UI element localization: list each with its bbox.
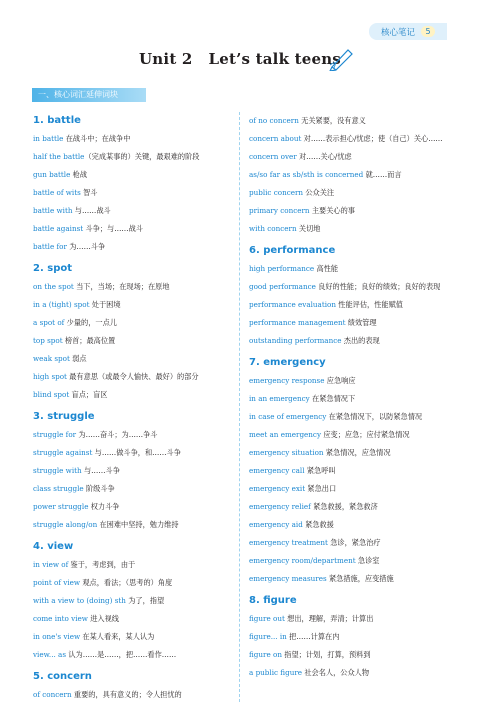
phrase-english: high spot — [33, 372, 67, 381]
phrase-entry — [249, 134, 449, 144]
phrase-english: figure... in — [249, 632, 287, 641]
phrase-entry — [249, 152, 449, 162]
phrase-english: high performance — [249, 264, 315, 273]
phrase-english: public concern — [249, 188, 304, 197]
phrase-chinese: 在困难中坚持，勉力维持 — [97, 520, 179, 529]
phrase-english: figure on — [249, 650, 282, 659]
phrase-chinese: 为了，指望 — [125, 596, 165, 605]
section-heading: 6. performance — [249, 245, 336, 256]
phrase-entry — [249, 376, 449, 386]
phrase-english: figure out — [249, 614, 285, 623]
phrase-entry — [249, 632, 449, 642]
phrase-entry — [249, 264, 449, 274]
phrase-entry — [249, 336, 449, 346]
phrase-english: battle of wits — [33, 188, 81, 197]
phrase-english: blind spot — [33, 390, 70, 399]
phrase-entry — [33, 372, 238, 382]
phrase-entry — [249, 556, 449, 566]
phrase-chinese: 最有意思（或最令人愉快、最好）的部分 — [66, 372, 199, 381]
phrase-chinese: 少量的，一点儿 — [64, 318, 117, 327]
phrase-entry — [33, 466, 238, 476]
phrase-english: battle with — [33, 206, 73, 215]
section-heading: 1. battle — [33, 115, 81, 126]
phrase-entry — [33, 650, 238, 660]
phrase-entry — [249, 484, 449, 494]
phrase-chinese: 无关紧要，没有意义 — [298, 116, 366, 125]
phrase-entry — [33, 354, 238, 364]
phrase-english: a public figure — [249, 668, 303, 677]
phrase-english: in view of — [33, 560, 69, 569]
phrase-entry — [249, 206, 449, 216]
phrase-chinese: 权力斗争 — [88, 502, 120, 511]
phrase-entry — [249, 224, 449, 234]
phrase-entry — [249, 520, 449, 530]
phrase-english: emergency exit — [249, 484, 306, 493]
page-title — [0, 50, 480, 68]
phrase-chinese: 当下，当场；在现场；在原地 — [73, 282, 170, 291]
phrase-entry — [249, 614, 449, 624]
phrase-entry — [249, 394, 449, 404]
phrase-english: concern over — [249, 152, 297, 161]
phrase-chinese: 为……斗争 — [66, 242, 106, 251]
phrase-english: struggle with — [33, 466, 82, 475]
phrase-chinese: 紧急出口 — [305, 484, 337, 493]
phrase-entry — [33, 596, 238, 606]
phrase-chinese: 重要的，具有意义的；令人担忧的 — [71, 690, 182, 699]
phrase-chinese: 处于困境 — [89, 300, 121, 309]
unit-number: Unit 2 — [139, 50, 193, 68]
phrase-english: emergency measures — [249, 574, 327, 583]
section-heading: 8. figure — [249, 595, 297, 606]
column-divider — [239, 112, 240, 702]
phrase-chinese: 紧急措施，应变措施 — [326, 574, 394, 583]
phrase-entry — [249, 448, 449, 458]
phrase-entry — [33, 170, 238, 180]
phrase-chinese: 在某人看来，某人认为 — [80, 632, 155, 641]
phrase-chinese: （完成某事的）关键，最艰难的阶段 — [84, 152, 200, 161]
phrase-chinese: 进入视线 — [87, 614, 119, 623]
phrase-chinese: 紧急呼叫 — [304, 466, 336, 475]
phrase-english: emergency response — [249, 376, 325, 385]
phrase-entry — [33, 318, 238, 328]
phrase-chinese: 与……战斗 — [72, 206, 111, 215]
page-number: 5 — [421, 26, 435, 37]
phrase-english: battle for — [33, 242, 67, 251]
phrase-entry — [33, 502, 238, 512]
phrase-entry — [249, 466, 449, 476]
phrase-english: in battle — [33, 134, 64, 143]
phrase-english: point of view — [33, 578, 81, 587]
phrase-entry — [33, 206, 238, 216]
phrase-entry — [249, 650, 449, 660]
phrase-english: class struggle — [33, 484, 84, 493]
left-column — [33, 112, 238, 708]
phrase-english: on the spot — [33, 282, 74, 291]
phrase-entry — [33, 632, 238, 642]
phrase-chinese: 斗争；与……战斗 — [83, 224, 143, 233]
phrase-chinese: 应急响应 — [324, 376, 356, 385]
section-banner: 一、核心词汇延伸词块 — [32, 88, 146, 102]
phrase-entry — [249, 282, 449, 292]
phrase-english: view... as — [33, 650, 67, 659]
phrase-entry — [249, 116, 449, 126]
phrase-english: with a view to (doing) sth — [33, 596, 126, 605]
phrase-entry — [33, 390, 238, 400]
phrase-chinese: 把……计算在内 — [286, 632, 340, 641]
phrase-entry — [33, 152, 238, 162]
phrase-english: meet an emergency — [249, 430, 322, 439]
phrase-english: come into view — [33, 614, 88, 623]
phrase-english: primary concern — [249, 206, 310, 215]
phrase-english: performance evaluation — [249, 300, 336, 309]
phrase-chinese: 对……表示担心/忧虑；使（自己）关心…… — [301, 134, 443, 143]
phrase-english: struggle against — [33, 448, 93, 457]
phrase-chinese: 性能评估，性能赋值 — [335, 300, 403, 309]
phrase-english: good performance — [249, 282, 316, 291]
phrase-english: struggle along/on — [33, 520, 98, 529]
phrase-english: in an emergency — [249, 394, 310, 403]
phrase-chinese: 枪战 — [70, 170, 88, 179]
phrase-entry — [33, 614, 238, 624]
phrase-chinese: 鉴于，考虑到，由于 — [68, 560, 136, 569]
phrase-chinese: 良好的性能；良好的绩效；良好的表现 — [315, 282, 441, 291]
phrase-english: emergency situation — [249, 448, 324, 457]
phrase-entry — [33, 578, 238, 588]
phrase-english: weak spot — [33, 354, 70, 363]
phrase-chinese: 观点，看法；（思考的）角度 — [80, 578, 173, 587]
phrase-chinese: 公众关注 — [303, 188, 335, 197]
phrase-entry — [249, 170, 449, 180]
section-heading: 3. struggle — [33, 411, 95, 422]
phrase-entry — [249, 188, 449, 198]
phrase-entry — [249, 668, 449, 678]
unit-name: Let’s talk teens — [208, 50, 341, 68]
phrase-entry — [33, 282, 238, 292]
phrase-english: concern about — [249, 134, 302, 143]
phrase-chinese: 杰出的表现 — [341, 336, 380, 345]
phrase-chinese: 高性能 — [314, 264, 339, 273]
phrase-entry — [249, 430, 449, 440]
phrase-entry — [33, 690, 238, 700]
phrase-chinese: 绩效管理 — [345, 318, 377, 327]
phrase-english: in one's view — [33, 632, 81, 641]
phrase-chinese: 关切地 — [296, 224, 321, 233]
right-column — [249, 112, 449, 686]
phrase-entry — [249, 574, 449, 584]
phrase-chinese: 急诊，紧急治疗 — [327, 538, 381, 547]
phrase-chinese: 在紧急情况下，以防紧急情况 — [326, 412, 423, 421]
phrase-chinese: 紧急情况，应急情况 — [323, 448, 391, 457]
phrase-chinese: 认为……是……，把……看作…… — [66, 650, 177, 659]
phrase-english: emergency relief — [249, 502, 311, 511]
phrase-chinese: 智斗 — [80, 188, 98, 197]
phrase-entry — [33, 336, 238, 346]
phrase-entry — [33, 560, 238, 570]
pen-icon — [328, 45, 356, 71]
phrase-entry — [249, 538, 449, 548]
phrase-entry — [249, 300, 449, 310]
phrase-chinese: 指望；计划，打算，预料到 — [281, 650, 371, 659]
phrase-chinese: 应变；应急；应付紧急情况 — [321, 430, 410, 439]
phrase-chinese: 社会名人，公众人物 — [302, 668, 370, 677]
phrase-chinese: 主要关心的事 — [309, 206, 355, 215]
phrase-entry — [33, 242, 238, 252]
phrase-entry — [33, 484, 238, 494]
header-tab — [369, 23, 447, 40]
phrase-entry — [33, 520, 238, 530]
phrase-entry — [33, 224, 238, 234]
phrase-chinese: 在战斗中；在战争中 — [63, 134, 131, 143]
phrase-english: power struggle — [33, 502, 89, 511]
section-heading: 4. view — [33, 541, 74, 552]
phrase-chinese: 盲点；盲区 — [69, 390, 108, 399]
phrase-english: as/so far as sb/sth is concerned — [249, 170, 364, 179]
phrase-entry — [249, 412, 449, 422]
phrase-entry — [33, 430, 238, 440]
section-heading: 5. concern — [33, 671, 92, 682]
phrase-chinese: 与……斗争 — [81, 466, 120, 475]
phrase-english: battle against — [33, 224, 84, 233]
phrase-english: emergency call — [249, 466, 305, 475]
phrase-entry — [33, 134, 238, 144]
phrase-entry — [249, 502, 449, 512]
phrase-chinese: 榜首；最高位置 — [62, 336, 116, 345]
phrase-english: emergency treatment — [249, 538, 328, 547]
section-heading: 2. spot — [33, 263, 72, 274]
phrase-english: of concern — [33, 690, 72, 699]
phrase-english: in a (tight) spot — [33, 300, 90, 309]
phrase-english: half the battle — [33, 152, 85, 161]
phrase-chinese: 阶级斗争 — [83, 484, 115, 493]
phrase-entry — [33, 300, 238, 310]
phrase-english: a spot of — [33, 318, 65, 327]
phrase-english: outstanding performance — [249, 336, 342, 345]
phrase-english: with concern — [249, 224, 297, 233]
header-label: 核心笔记 — [380, 27, 415, 38]
phrase-chinese: 对……关心/忧虑 — [296, 152, 352, 161]
phrase-english: emergency room/department — [249, 556, 356, 565]
phrase-english: of no concern — [249, 116, 299, 125]
phrase-english: struggle for — [33, 430, 77, 439]
phrase-english: emergency aid — [249, 520, 303, 529]
phrase-chinese: 紧急救援，紧急救济 — [310, 502, 378, 511]
phrase-chinese: 与……做斗争，和……斗争 — [92, 448, 181, 457]
phrase-chinese: 想出，理解，弄清；计算出 — [284, 614, 374, 623]
phrase-chinese: 就……而言 — [363, 170, 402, 179]
phrase-entry — [249, 318, 449, 328]
phrase-english: top spot — [33, 336, 63, 345]
phrase-chinese: 为……奋斗；为……争斗 — [76, 430, 158, 439]
phrase-chinese: 急诊室 — [355, 556, 380, 565]
section-heading: 7. emergency — [249, 357, 326, 368]
phrase-chinese: 在紧急情况下 — [309, 394, 356, 403]
phrase-entry — [33, 188, 238, 198]
phrase-entry — [33, 448, 238, 458]
phrase-chinese: 弱点 — [69, 354, 87, 363]
phrase-chinese: 紧急救援 — [302, 520, 334, 529]
phrase-english: gun battle — [33, 170, 71, 179]
phrase-english: in case of emergency — [249, 412, 327, 421]
phrase-english: performance management — [249, 318, 346, 327]
